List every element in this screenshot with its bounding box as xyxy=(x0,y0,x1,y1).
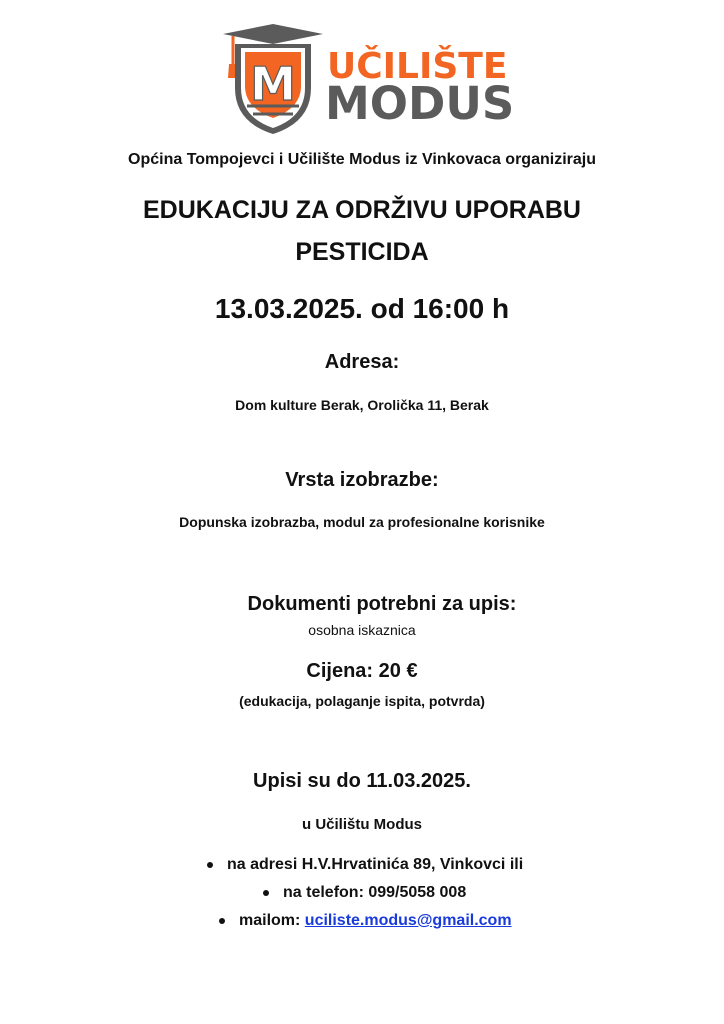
price-details: (edukacija, polaganje ispita, potvrda) xyxy=(239,693,485,709)
list-item xyxy=(0,851,724,879)
enrollment-address: na adresi H.V.Hrvatinića 89, Vinkovci ili xyxy=(227,856,524,873)
mail-label: mailom: xyxy=(239,912,305,929)
logo-line1: UČILIŠTE xyxy=(327,46,508,87)
enrollment-location: u Učilištu Modus xyxy=(302,816,422,833)
event-title-line1: EDUKACIJU ZA ODRŽIVU UPORABU xyxy=(143,196,581,224)
logo-monogram: M xyxy=(250,57,296,111)
bullet-icon xyxy=(219,918,225,924)
logo-line2: MODUS xyxy=(325,77,515,130)
documents-heading: Dokumenti potrebni za upis: xyxy=(247,593,517,615)
list-item xyxy=(0,879,724,907)
address-value: Dom kulture Berak, Orolička 11, Berak xyxy=(235,397,489,413)
enrollment-deadline: Upisi su do 11.03.2025. xyxy=(253,770,471,792)
intro-text: Općina Tompojevci i Učilište Modus iz Vinkovaca organiziraju xyxy=(128,151,596,168)
documents-value: osobna iskaznica xyxy=(308,622,416,638)
list-item xyxy=(0,907,724,935)
email-link[interactable]: uciliste.modus@gmail.com xyxy=(304,912,512,929)
bullet-icon xyxy=(207,862,213,868)
logo-graphic xyxy=(221,24,521,136)
address-heading: Adresa: xyxy=(324,351,400,373)
bullet-icon xyxy=(263,890,269,896)
graduation-cap-icon xyxy=(223,24,323,44)
enrollment-phone: na telefon: 099/5058 008 xyxy=(283,884,467,901)
uciliste-modus-logo xyxy=(221,24,521,136)
training-type-heading: Vrsta izobrazbe: xyxy=(285,469,439,491)
training-type-value: Dopunska izobrazba, modul za profesionalne korisnike xyxy=(179,514,545,530)
event-title-line2: PESTICIDA xyxy=(295,238,429,266)
price-heading: Cijena: 20 € xyxy=(306,660,418,682)
enrollment-mail-item xyxy=(239,907,512,935)
enrollment-options-list xyxy=(0,851,724,935)
event-date: 13.03.2025. od 16:00 h xyxy=(214,293,510,324)
